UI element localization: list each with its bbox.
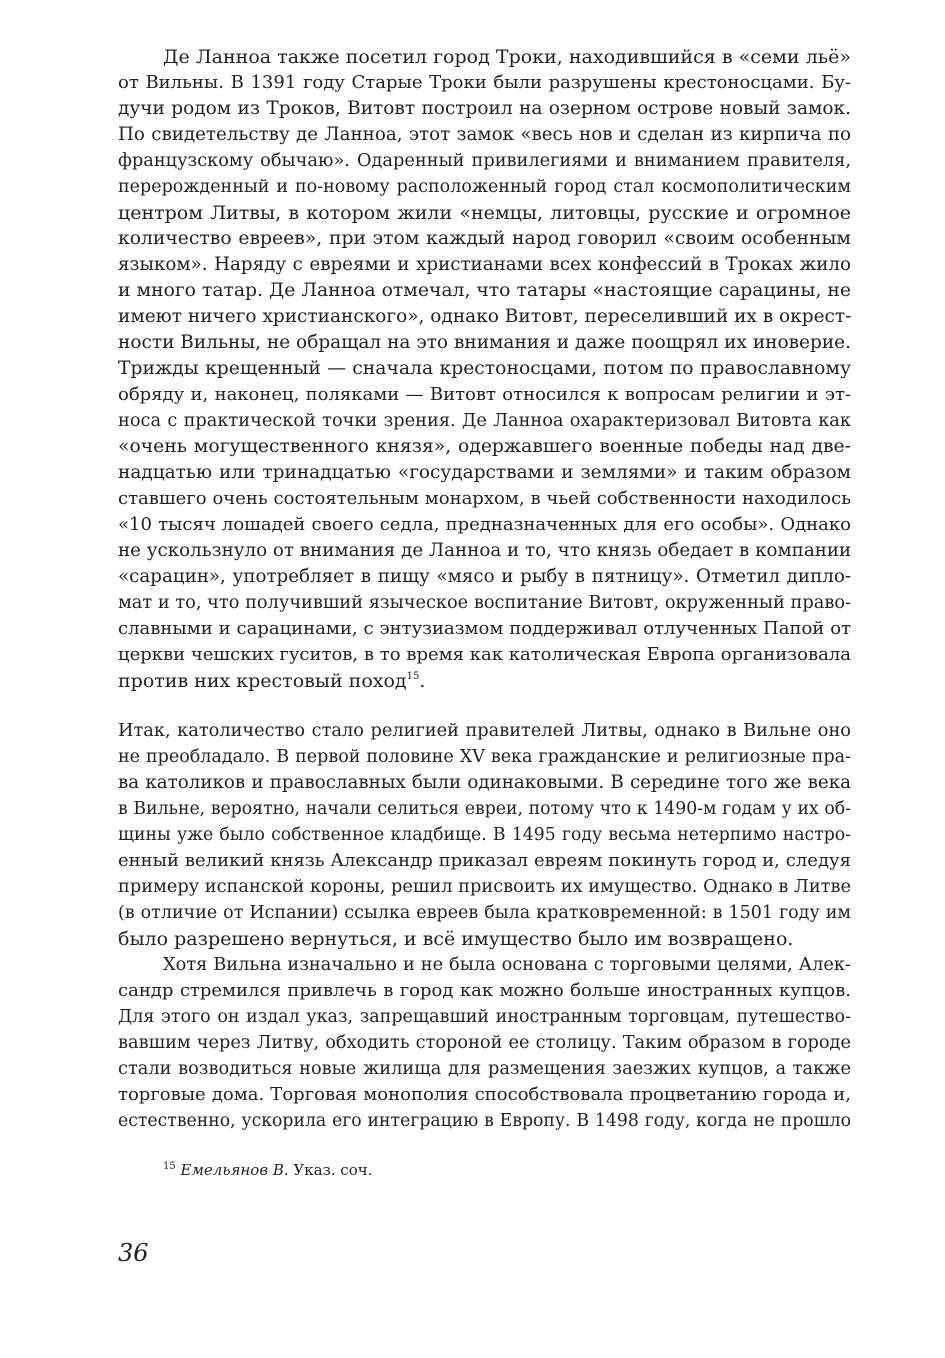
text-line: (в отличие от Испании) ссылка евреев была кратковременной: в 1501 году им	[118, 903, 851, 923]
text-line: Трижды крещенный — сначала крестоносцами, потом по православному	[118, 358, 851, 379]
footnote-reference[interactable]: 15	[406, 671, 420, 682]
text-line: ставшего очень состоятельным монархом, в чьей собственности находилось	[118, 488, 851, 509]
text-line: мат и то, что получивший языческое воспитание Витовт, окруженный право-	[118, 593, 851, 613]
text-line: Итак, католичество стало религией правителей Литвы, однако в Вильне оно	[118, 721, 851, 741]
text-line: количество евреев», при этом каждый народ говорил «своим особенным	[118, 228, 851, 249]
text-line: было разрешено вернуться, и всё имущество было им возвращено.	[118, 928, 794, 950]
text-line: щины уже было собственное кладбище. В 1495 году весьма нетерпимо настро-	[118, 825, 851, 845]
text-line: перерожденный и по-новому расположенный город стал космополитическим	[118, 177, 851, 197]
text-line: носа с практической точки зрения. Де Ланноа охарактеризовал Витовта как	[118, 411, 851, 431]
footnote-text: Указ. соч.	[293, 1161, 373, 1179]
text-line: «очень могущественного князя», одержавшего военные победы над две-	[118, 436, 851, 457]
text-span: против них крестовый поход	[118, 670, 407, 692]
text-line: По свидетельству де Ланноа, этот замок «весь нов и сделан из кирпича по	[118, 124, 851, 145]
footnote-number: 15	[163, 1161, 176, 1172]
text-line: церкви чешских гуситов, в то время как католическая Европа организовала	[118, 644, 851, 665]
text-line: стали возводиться новые жилища для размещения заезжих купцов, а также	[118, 1059, 851, 1079]
page-number: 36	[118, 1239, 149, 1267]
text-line: не преобладало. В первой половине XV века гражданские и религиозные пра-	[118, 747, 851, 767]
text-line: от Вильны. В 1391 году Старые Троки были разрушены крестоносцами. Бу-	[118, 72, 851, 93]
text-line: естественно, ускорила его интеграцию в Европу. В 1498 году, когда не прошло	[118, 1111, 851, 1131]
text-line: Хотя Вильна изначально и не была основана с торговыми целями, Алек-	[163, 955, 851, 975]
text-line: «сарацин», употребляет в пищу «мясо и рыбу в пятницу». Отметил дипло-	[118, 566, 851, 587]
text-line: ности Вильны, не обращал на это внимания и даже поощрял их иноверие.	[118, 332, 851, 353]
footnote	[163, 1160, 372, 1180]
text-line: Для этого он издал указ, запрещавший иностранным торговцам, путешество-	[118, 1007, 851, 1027]
text-line: имеют ничего христианского», однако Витовт, переселивший их в окрест-	[118, 306, 852, 327]
text-line: не ускользнуло от внимания де Ланноа и то, что князь обедает в компании	[118, 540, 852, 561]
text-line: французскому обычаю». Одаренный привилегиями и вниманием правителя,	[118, 151, 851, 171]
footnote-author: Емельянов В.	[180, 1161, 289, 1179]
text-line: ва католиков и православных были одинаковыми. В середине того же века	[118, 772, 851, 793]
text-line: славными и сарацинами, с энтузиазмом поддерживал отлученных Папой от	[118, 618, 851, 639]
text-line: примеру испанской короны, решил присвоить их имущество. Однако в Литве	[118, 877, 851, 897]
text-line: торговые дома. Торговая монополия способствовала процветанию города и,	[118, 1084, 851, 1105]
text-line: енный великий князь Александр приказал евреям покинуть город и, следуя	[118, 850, 851, 871]
text-line: и много татар. Де Ланноа отмечал, что татары «настоящие сарацины, не	[118, 280, 851, 301]
text-line: языком». Наряду с евреями и христианами всех конфессий в Троках жило	[118, 254, 851, 275]
text-span: .	[419, 670, 426, 692]
text-line: дучи родом из Троков, Витовт построил на озерном острове новый замок.	[118, 98, 851, 119]
text-line: обряду и, наконец, поляками — Витовт относился к вопросам религии и эт-	[118, 384, 851, 405]
text-line: «10 тысяч лошадей своего седла, предназначенных для его особы». Однако	[118, 514, 851, 535]
text-line: в Вильне, вероятно, начали селиться евреи, потому что к 1490-м годам у их об-	[118, 799, 851, 819]
text-line	[118, 668, 851, 694]
text-line: Де Ланноа также посетил город Троки, находившийся в «семи льё»	[163, 46, 851, 68]
text-line: центром Литвы, в котором жили «немцы, литовцы, русские и огромное	[118, 202, 851, 224]
text-line: вавшим через Литву, обходить стороной ее столицу. Таким образом в городе	[118, 1033, 851, 1053]
text-line: сандр стремился привлечь в город как можно больше иностранных купцов.	[118, 980, 851, 1001]
text-line: надцатью или тринадцатью «государствами и землями» и таким образом	[118, 462, 851, 483]
